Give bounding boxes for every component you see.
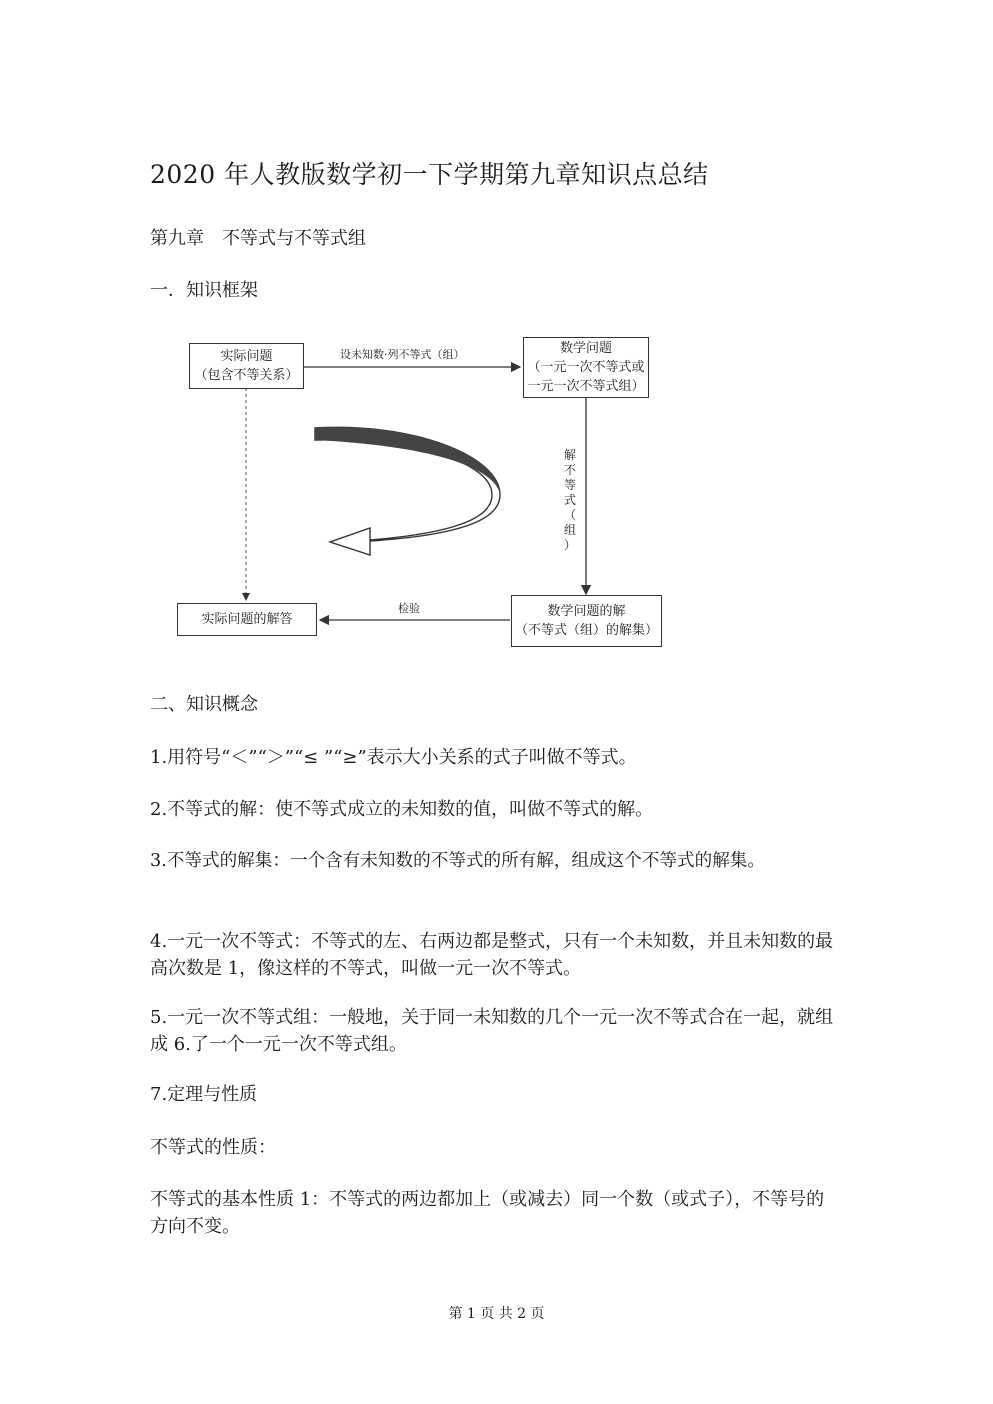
concept-item-5: 5.一元一次不等式组：一般地，关于同一未知数的几个一元一次不等式合在一起，就组成 6.了一个一元一次不等式组。 (150, 1007, 834, 1055)
solve-char-6: 组 (563, 523, 576, 537)
solve-char-5: （ (563, 508, 576, 522)
page-footer: 第 1 页 共 2 页 (448, 1306, 545, 1322)
box-actual-problem-line2: （包含不等关系） (194, 368, 299, 383)
box-math-problem-line2: （一元一次不等式或 (527, 360, 645, 375)
concept-item-4: 4.一元一次不等式：不等式的左、右两边都是整式，只有一个未知数，并且未知数的最高次数是 1，像这样的不等式，叫做一元一次不等式。 (150, 931, 834, 979)
solve-char-1: 解 (563, 448, 576, 462)
solve-char-4: 式 (563, 493, 576, 507)
box-math-problem-line1: 数学问题 (559, 341, 612, 356)
document-title: 2020 年人教版数学初一下学期第九章知识点总结 (150, 160, 709, 189)
box-math-solution-line1: 数学问题的解 (547, 604, 626, 619)
box-actual-answer (177, 603, 317, 636)
box-actual-answer-line1: 实际问题的解答 (201, 612, 293, 627)
curved-arrow-shadow (315, 427, 500, 495)
box-math-problem (523, 337, 649, 398)
solve-char-3: 等 (563, 478, 576, 492)
concept-item-3: 3.不等式的解集：一个含有未知数的不等式的所有解，组成这个不等式的解集。 (150, 851, 765, 871)
concept-item-2: 2.不等式的解：使不等式成立的未知数的值，叫做不等式的解。 (150, 799, 654, 820)
property-heading: 不等式的性质： (150, 1137, 276, 1158)
basic-property-1: 不等式的基本性质 1：不等式的两边都加上（或减去）同一个数（或式子），不等号的方向不变。 (150, 1189, 825, 1237)
box-math-solution-line2: （不等式（组）的解集） (514, 623, 658, 638)
edge-label-set-unknown: 设未知数·列不等式（组） (340, 348, 465, 361)
box-actual-problem (189, 343, 304, 389)
box-actual-problem-line1: 实际问题 (220, 349, 273, 364)
solve-char-7: ） (563, 538, 576, 552)
theorem-heading: 7.定理与性质 (150, 1084, 258, 1105)
solve-char-2: 不 (563, 463, 576, 477)
knowledge-framework-diagram (170, 330, 670, 650)
edge-label-solve (563, 448, 577, 553)
section-heading-concepts: 二、知识概念 (150, 694, 258, 715)
box-math-problem-line3: 一元一次不等式组） (527, 379, 645, 394)
edge-label-check: 检验 (398, 602, 420, 615)
concept-item-1: 1.用符号“＜”“＞”“≤ ”“≥”表示大小关系的式子叫做不等式。 (150, 747, 637, 768)
section-heading-framework: 一．知识框架 (150, 280, 258, 301)
chapter-heading: 第九章 不等式与不等式组 (150, 228, 366, 249)
box-math-solution (511, 595, 662, 647)
